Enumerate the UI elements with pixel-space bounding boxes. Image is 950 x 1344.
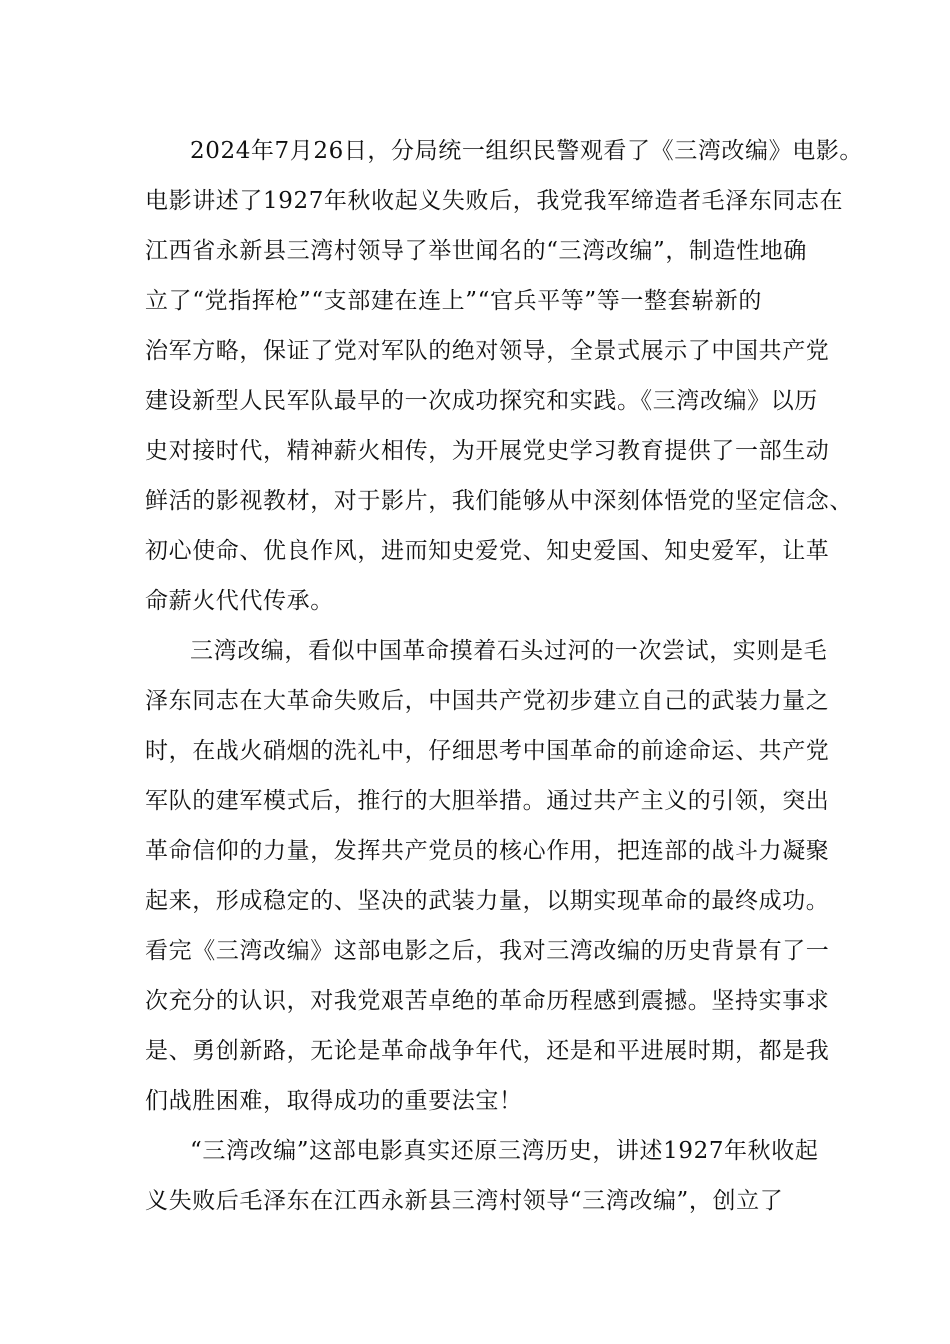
text-line: 泽东同志在大革命失败后，中国共产党初步建立自己的武装力量之 bbox=[145, 688, 830, 714]
text-line: 们战胜困难，取得成功的重要法宝！ bbox=[145, 1088, 523, 1114]
text-line: 史对接时代，精神薪火相传，为开展党史学习教育提供了一部生动 bbox=[145, 438, 830, 464]
text-line: 三湾改编，看似中国革命摸着石头过河的一次尝试，实则是毛 bbox=[190, 638, 828, 664]
text-line: 鲜活的影视教材，对于影片，我们能够从中深刻体悟党的坚定信念、 bbox=[145, 488, 853, 514]
text-line: 革命信仰的力量，发挥共产党员的核心作用，把连部的战斗力凝聚 bbox=[145, 838, 830, 864]
text-line: 时，在战火硝烟的洗礼中，仔细思考中国革命的前途命运、共产党 bbox=[145, 738, 830, 764]
text-line: 次充分的认识，对我党艰苦卓绝的革命历程感到震撼。坚持实事求 bbox=[145, 988, 830, 1014]
text-line: “三湾改编”这部电影真实还原三湾历史，讲述1927年秋收起 bbox=[190, 1138, 819, 1164]
text-line: 2024年7月26日，分局统一组织民警观看了《三湾改编》电影。 bbox=[190, 138, 864, 164]
text-line: 电影讲述了1927年秋收起义失败后，我党我军缔造者毛泽东同志在 bbox=[145, 188, 844, 214]
text-line: 立了“党指挥枪”“支部建在连上”“官兵平等”等一整套崭新的 bbox=[145, 288, 762, 314]
text-line: 建设新型人民军队最早的一次成功探究和实践。《三湾改编》以历 bbox=[145, 388, 818, 414]
text-line: 江西省永新县三湾村领导了举世闻名的“三湾改编”，制造性地确 bbox=[145, 238, 807, 264]
text-line: 起来，形成稳定的、坚决的武装力量，以期实现革命的最终成功。 bbox=[145, 888, 830, 914]
text-line: 义失败后毛泽东在江西永新县三湾村领导“三湾改编”，创立了 bbox=[145, 1188, 784, 1214]
text-line: 军队的建军模式后，推行的大胆举措。通过共产主义的引领，突出 bbox=[145, 788, 830, 814]
text-line: 看完《三湾改编》这部电影之后，我对三湾改编的历史背景有了一 bbox=[145, 938, 830, 964]
text-line: 治军方略，保证了党对军队的绝对领导，全景式展示了中国共产党 bbox=[145, 338, 830, 364]
text-line: 是、勇创新路，无论是革命战争年代，还是和平进展时期，都是我 bbox=[145, 1038, 830, 1064]
text-line: 命薪火代代传承。 bbox=[145, 588, 334, 614]
text-line: 初心使命、优良作风，进而知史爱党、知史爱国、知史爱军，让革 bbox=[145, 538, 830, 564]
